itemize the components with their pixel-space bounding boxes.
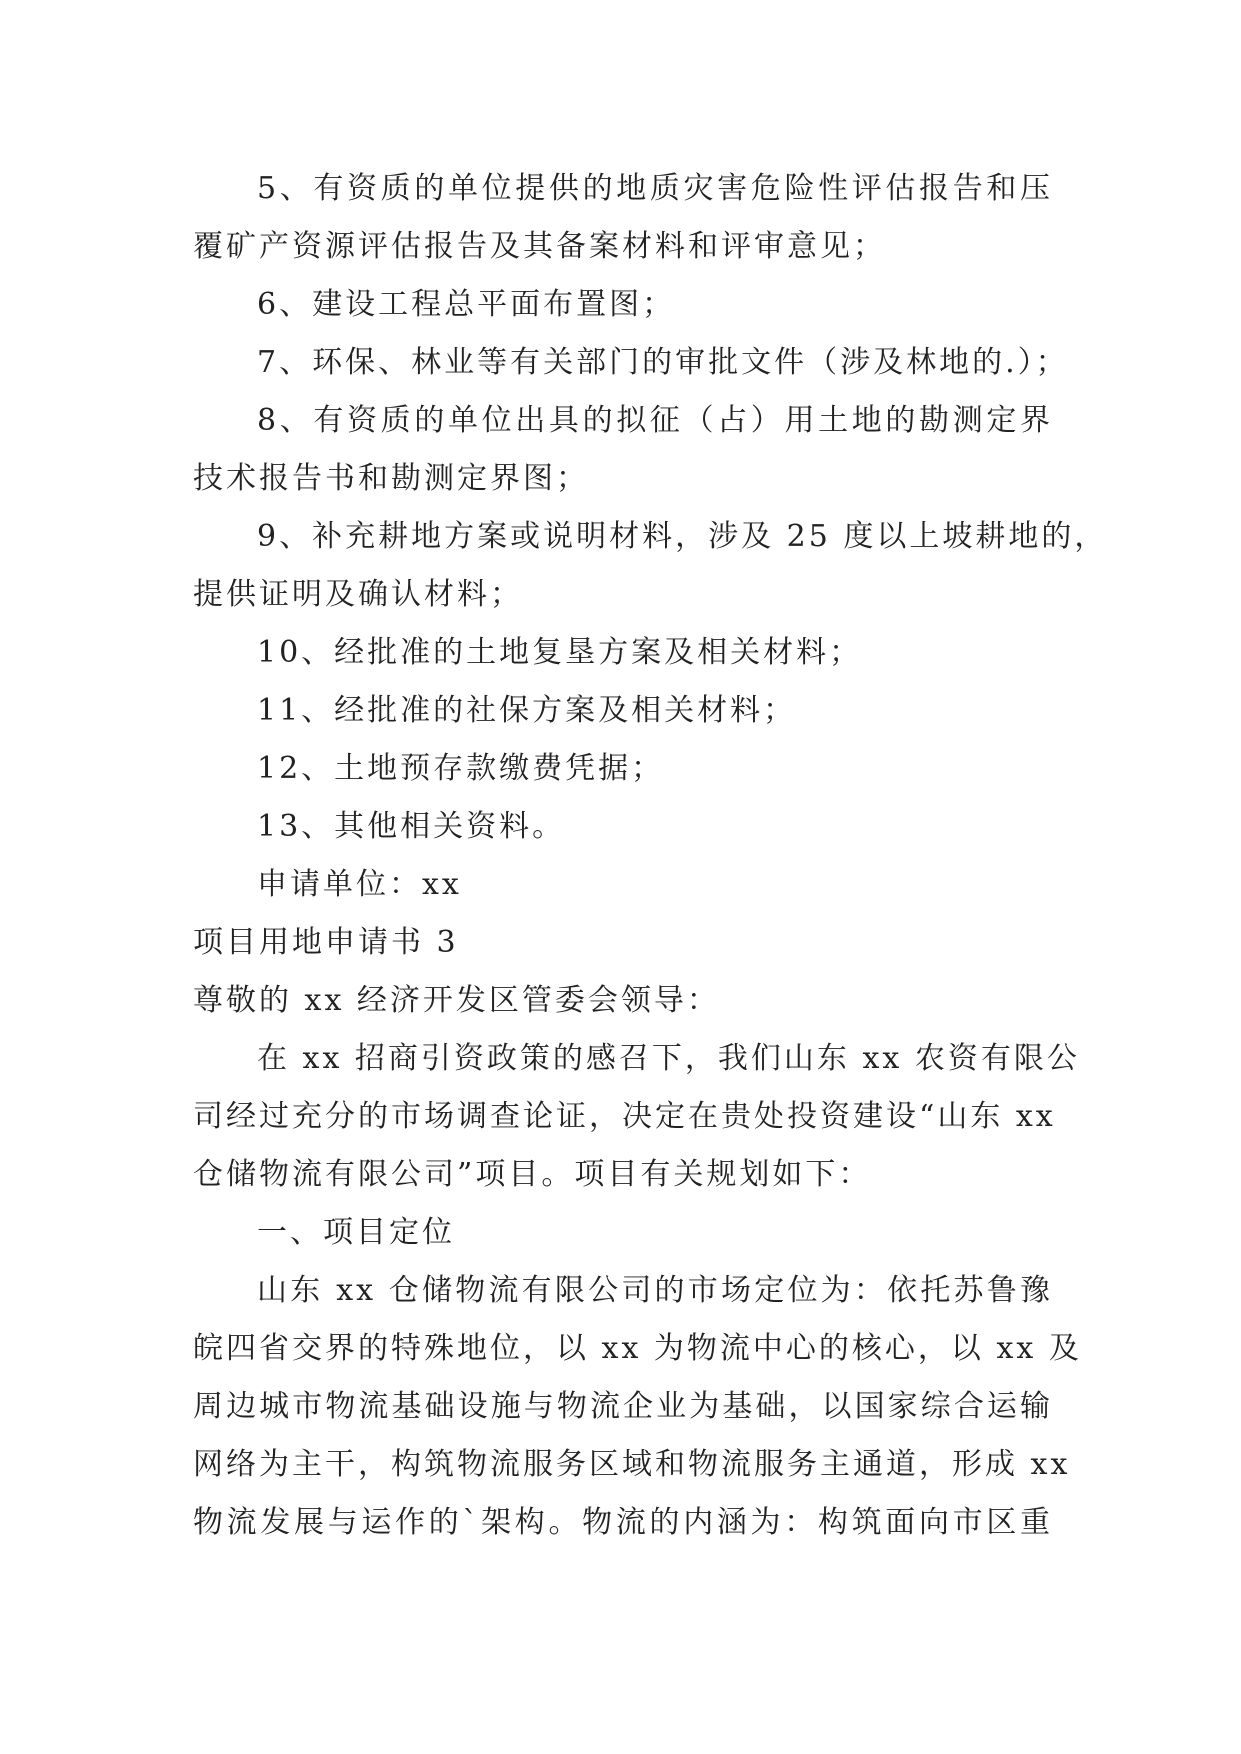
text-line: 网络为主干，构筑物流服务区域和物流服务主通道，形成 xx [193,1447,1071,1482]
text-line: 司经过充分的市场调查论证，决定在贵处投资建设“山东 xx [193,1099,1056,1134]
document-body [193,160,1108,1552]
subsection-heading: 一、项目定位 [257,1215,455,1250]
text-line: 皖四省交界的特殊地位，以 xx 为物流中心的核心，以 xx 及 [193,1331,1082,1366]
text-line: 技术报告书和勘测定界图； [193,461,589,496]
section-title: 项目用地申请书 3 [193,925,459,960]
text-line: 提供证明及确认材料； [193,577,523,612]
text-line: 5、有资质的单位提供的地质灾害危险性评估报告和压 [257,171,1053,206]
text-line: 13、其他相关资料。 [257,809,566,844]
text-line: 在 xx 招商引资政策的感召下，我们山东 xx 农资有限公 [257,1041,1080,1076]
text-line: 山东 xx 仓储物流有限公司的市场定位为：依托苏鲁豫 [257,1273,1053,1308]
salutation: 尊敬的 xx 经济开发区管委会领导： [193,983,720,1018]
text-line: 12、土地预存款缴费凭据； [257,751,665,786]
signature-line: 申请单位：xx [257,867,462,902]
text-line: 9、补充耕地方案或说明材料，涉及 25 度以上坡耕地的， [257,519,1108,554]
text-line: 仓储物流有限公司”项目。项目有关规划如下： [193,1157,872,1192]
text-line: 6、建设工程总平面布置图； [257,287,676,322]
text-line: 10、经批准的土地复垦方案及相关材料； [257,635,863,670]
text-line: 11、经批准的社保方案及相关材料； [257,693,797,728]
text-line: 7、环保、林业等有关部门的审批文件（涉及林地的.）； [257,345,1069,380]
text-line: 物流发展与运作的`架构。物流的内涵为：构筑面向市区重 [193,1505,1053,1540]
text-line: 覆矿产资源评估报告及其备案材料和评审意见； [193,229,886,264]
text-line: 周边城市物流基础设施与物流企业为基础，以国家综合运输 [193,1389,1053,1424]
text-line: 8、有资质的单位出具的拟征（占）用土地的勘测定界 [257,403,1053,438]
